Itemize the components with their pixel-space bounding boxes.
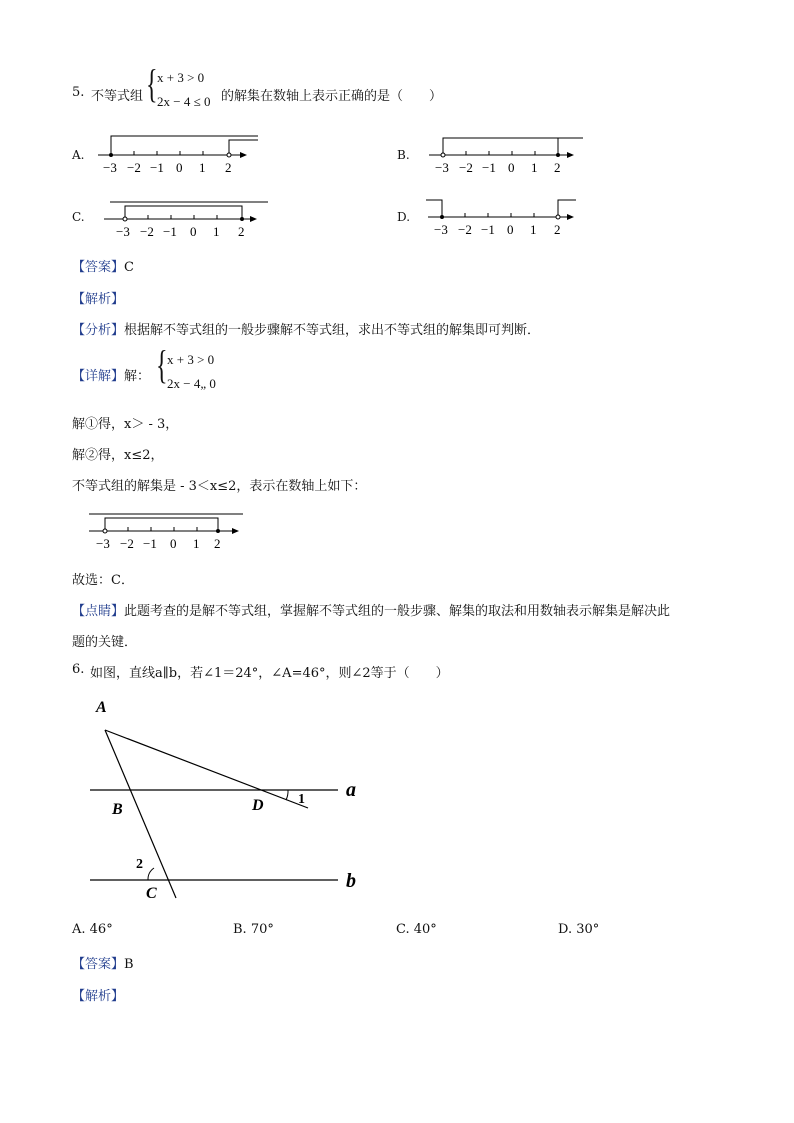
q6-geometry-figure: [80, 690, 380, 910]
answer-tag: 【答案】: [72, 957, 125, 972]
answer-tag: 【答案】: [72, 260, 125, 275]
label-line-a: a: [346, 779, 356, 801]
q5-fenxi: [72, 319, 540, 338]
tick-label: 1: [530, 222, 537, 237]
q5-xj-line1: x + 3 > 0: [167, 352, 215, 367]
q5-dianjing: [72, 600, 670, 619]
q6-analysis-tag: 【解析】: [72, 989, 125, 1004]
q5-prefix: 不等式组: [91, 89, 144, 104]
q5-brace: {: [146, 61, 158, 106]
tick-label: −3: [435, 160, 449, 175]
line-ad: [105, 730, 308, 808]
tick-label: 0: [170, 536, 177, 551]
q5-xj-brace: {: [156, 342, 168, 387]
q5-answer: [72, 256, 134, 275]
q5-option-a-numberline: [90, 130, 270, 180]
q5-analysis-tag: 【解析】: [72, 292, 125, 307]
q6-option-c: C. 40°: [396, 922, 437, 937]
tick-label: −1: [481, 222, 495, 237]
tick-label: −1: [150, 160, 164, 175]
q6-option-b: B. 70°: [233, 922, 274, 937]
q5-system-line2: 2x − 4 ≤ 0: [157, 94, 211, 109]
tick-label: 2: [554, 160, 561, 175]
tick-label: 0: [176, 160, 183, 175]
label-line-b: b: [346, 870, 356, 892]
q5-system-line1: x + 3 > 0: [157, 70, 205, 85]
q5-number: 5.: [72, 85, 85, 100]
dianjing-tag: 【点睛】: [72, 604, 125, 619]
xiangjie-tag: 【详解】: [72, 369, 125, 384]
tick-label: −2: [120, 536, 134, 551]
fenxi-text: 根据解不等式组的一般步骤解不等式组，求出不等式组的解集即可判断．: [124, 323, 541, 338]
tick-label: 1: [213, 224, 220, 239]
tick-label: 1: [193, 536, 200, 551]
label-angle-2: 2: [136, 857, 143, 872]
q5-step2: 解②得，x≤2，: [72, 448, 164, 463]
xiangjie-prefix: 解：: [124, 369, 151, 384]
q6-question: 如图，直线a∥b，若∠1＝24°，∠A=46°，则∠2等于（ ）: [90, 666, 449, 681]
answer-value: C: [124, 260, 134, 275]
q5-option-a-letter: A.: [72, 148, 85, 162]
tick-label: 2: [238, 224, 245, 239]
label-C: C: [146, 885, 157, 902]
q5-option-d-numberline: [422, 192, 592, 242]
label-D: D: [252, 797, 264, 814]
q5-option-b-numberline: [425, 130, 595, 180]
tick-label: −3: [116, 224, 130, 239]
q5-conclusion: 故选：C．: [72, 573, 134, 588]
q5-step1: 解①得，x＞ - 3，: [72, 417, 179, 432]
tick-label: −3: [103, 160, 117, 175]
dianjing-text-1: 此题考查的是解不等式组，掌握解不等式组的一般步骤、解集的取法和用数轴表示解集是解决此: [124, 604, 671, 619]
answer-value: B: [124, 957, 134, 972]
q5-option-c-letter: C.: [72, 210, 85, 224]
tick-label: 2: [214, 536, 221, 551]
tick-label: −1: [482, 160, 496, 175]
tick-label: 1: [199, 160, 206, 175]
fenxi-tag: 【分析】: [72, 323, 125, 338]
q5-step3: 不等式组的解集是 - 3＜x≤2，表示在数轴上如下：: [72, 479, 367, 494]
q5-xiangjie: [72, 365, 150, 384]
tick-label: −2: [458, 222, 472, 237]
q5-option-c-numberline: [100, 194, 275, 244]
q5-option-b-letter: B.: [397, 148, 410, 162]
q5-suffix: 的解集在数轴上表示正确的是（ ）: [221, 89, 443, 104]
label-angle-1: 1: [298, 792, 305, 807]
tick-label: −1: [163, 224, 177, 239]
q5-dianjing-cont: 题的关键．: [72, 635, 138, 650]
tick-label: 0: [190, 224, 197, 239]
label-B: B: [112, 801, 123, 818]
q5-solution-numberline: [85, 506, 255, 556]
tick-label: 1: [531, 160, 538, 175]
q5-option-d-letter: D.: [397, 210, 411, 224]
tick-label: −3: [434, 222, 448, 237]
tick-label: −2: [459, 160, 473, 175]
tick-label: 0: [508, 160, 515, 175]
tick-label: −3: [96, 536, 110, 551]
tick-label: 2: [554, 222, 561, 237]
tick-label: −2: [140, 224, 154, 239]
tick-label: −2: [127, 160, 141, 175]
tick-label: −1: [143, 536, 157, 551]
label-A: A: [96, 699, 107, 716]
q6-number: 6.: [72, 662, 85, 677]
q6-option-a: A. 46°: [72, 922, 113, 937]
tick-label: 0: [507, 222, 514, 237]
q5-xj-line2: 2x − 4„ 0: [167, 376, 216, 391]
q6-answer: [72, 953, 134, 972]
tick-label: 2: [225, 160, 232, 175]
q6-option-d: D. 30°: [558, 922, 600, 937]
